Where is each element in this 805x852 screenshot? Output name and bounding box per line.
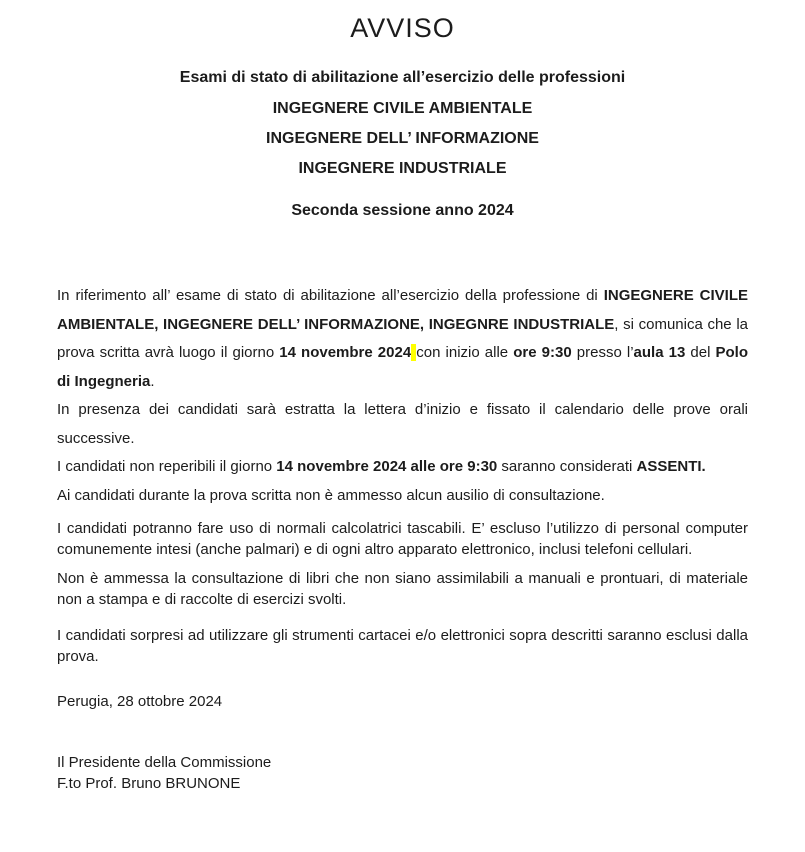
body-paragraph: I candidati non reperibili il giorno 14 novembre 2024 alle ore 9:30 saranno considerati ASSENTI. <box>57 458 706 475</box>
signature-name: F.to Prof. Bruno BRUNONE <box>57 775 241 792</box>
body-paragraph: I candidati sorpresi ad utilizzare gli strumenti cartacei e/o elettronici sopra descritti saranno esclusi dalla prova. <box>57 627 748 665</box>
body-paragraphs <box>57 282 748 667</box>
body-paragraph: In presenza dei candidati sarà estratta la lettera d’inizio e fissato il calendario delle prove orali successive. <box>57 401 748 447</box>
signature-block <box>57 752 748 794</box>
subtitle: Esami di stato di abilitazione all’esercizio delle professioni <box>179 69 626 86</box>
professions-list <box>57 94 748 184</box>
place-date: Perugia, 28 ottobre 2024 <box>57 693 223 710</box>
body-paragraph: Non è ammessa la consultazione di libri che non siano assimilabili a manuali e prontuari, di materiale non a stampa e di raccolte di esercizi svolti. <box>57 570 748 608</box>
session-title: Seconda sessione anno 2024 <box>291 202 514 219</box>
profession-line: INGEGNERE INDUSTRIALE <box>298 160 507 177</box>
signature-role: Il Presidente della Commissione <box>57 754 272 771</box>
page-title: AVVISO <box>350 13 455 43</box>
body-paragraph: In riferimento all’ esame di stato di abilitazione all’esercizio della professione di INGEGNERE CIVILE AMBIENTALE, INGEGNERE DELL’ INFORMAZIONE, INGEGNRE INDUSTRIALE, si comunica che la prova scritta avrà luogo il giorno 14 novembre 2024 con inizio alle ore 9:30 presso l’aula 13 del Polo di Ingegneria. <box>57 287 749 390</box>
body-paragraph: I candidati potranno fare uso di normali calcolatrici tascabili. E’ escluso l’utilizzo di personal computer comunemente intesi (anche palmari) e di ogni altro apparato elettronico, inclusi telefoni cellulari. <box>57 520 748 558</box>
profession-line: INGEGNERE CIVILE AMBIENTALE <box>272 100 533 117</box>
profession-line: INGEGNERE DELL’ INFORMAZIONE <box>266 130 539 147</box>
body-paragraph: Ai candidati durante la prova scritta non è ammesso alcun ausilio di consultazione. <box>57 486 605 504</box>
